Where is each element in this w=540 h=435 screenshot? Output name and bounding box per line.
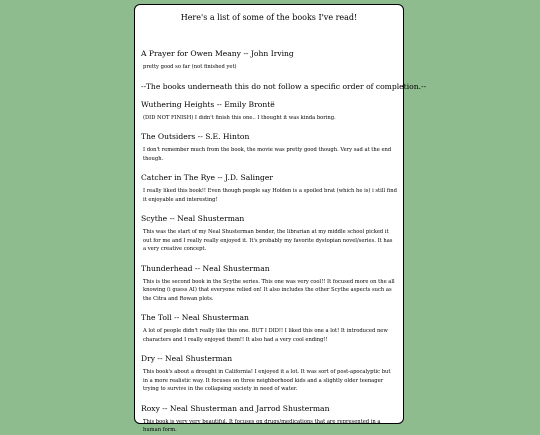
book-title: The Outsiders -- S.E. Hinton (141, 132, 250, 141)
book-title: Dry -- Neal Shusterman (141, 354, 233, 363)
book-note: pretty good so far (not finished yet) (143, 64, 237, 70)
book-note: This book's about a drought in California! I enjoyed it a lot. It was sort of post-apocalyptic but in a more realistic way. It focuses on three neighborhood kids and a slightly older teenager trying to survive in the collapsing society in need of water. (143, 369, 391, 392)
book-note: This was the start of my Neal Shusterman bender, the librarian at my middle school picked it out for me and I really really enjoyed it. It's probably my favorite dystopian novel/series. It has a very creative concept. (143, 229, 393, 252)
book-title: Wuthering Heights -- Emily Brontë (141, 99, 275, 109)
page-intro: Here's a list of some of the books I've read! (180, 13, 358, 22)
book-title: Catcher in The Rye -- J.D. Salinger (141, 173, 273, 182)
book-title: Thunderhead -- Neal Shusterman (141, 263, 270, 273)
book-note: A lot of people didn't really like this one. BUT I DID!! I liked this one a lot! It introduced new characters and I really enjoyed them!! It also had a very cool ending!! (143, 328, 388, 343)
book-title: Scythe -- Neal Shusterman (141, 214, 245, 223)
book-note: (DID NOT FINISH) I didn't finish this one.. I thought it was kinda boring. (143, 114, 336, 121)
book-title: Roxy -- Neal Shusterman and Jarrod Shusterman (141, 403, 330, 413)
book-note: This book is very very beautiful. It focuses on drugs/medications that are represented in a human form. (143, 418, 381, 433)
book-list-card (134, 4, 427, 433)
order-notice: --The books underneath this do not follow a specific order of completion.-- (141, 81, 427, 91)
book-note: This is the second book in the Scythe series. This one was very cool!! It focused more on the all knowing (i guess AI) that everyone relied on! It also includes the other Scythe aspects such as the Citra and Rowan plots. (143, 278, 395, 302)
book-note: I don't remember much from the book, the movie was pretty good though. Very sad at the end though. (143, 147, 392, 162)
book-title: The Toll -- Neal Shusterman (141, 313, 249, 322)
book-note: I really liked this book!! Even though people say Holden is a spoiled brat (which he is) i still find it enjoyable and interesting! (143, 188, 397, 203)
book-title: A Prayer for Owen Meany -- John Irving (141, 49, 294, 58)
